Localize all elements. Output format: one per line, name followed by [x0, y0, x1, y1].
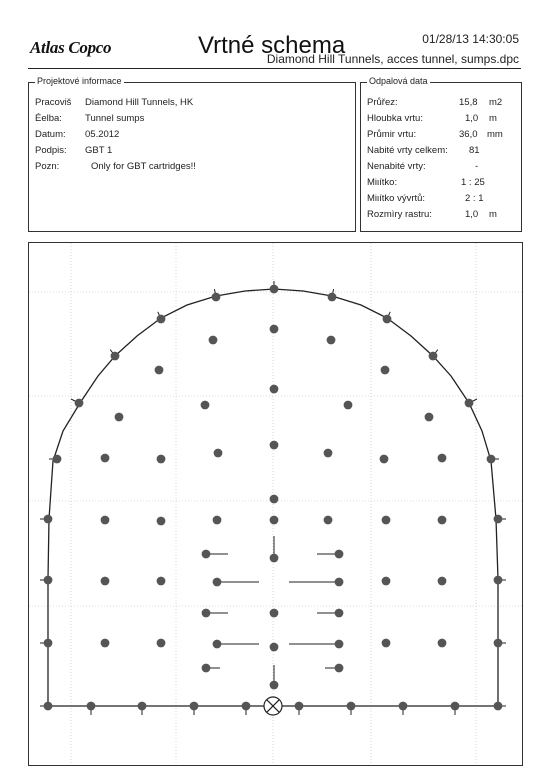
cut-hole — [270, 554, 279, 563]
blast-unit-depth: m — [489, 113, 497, 124]
blast-unit-diameter: mm — [487, 129, 503, 140]
contour-hole — [494, 702, 503, 711]
blast-data-legend: Odpalová data — [369, 76, 428, 86]
production-hole — [324, 516, 333, 525]
contour-hole — [111, 352, 120, 361]
floor-hole — [295, 702, 304, 711]
project-value-date: 05.2012 — [85, 129, 120, 140]
file-name: Diamond Hill Tunnels, acces tunnel, sumps.dpc — [266, 52, 519, 66]
production-hole — [382, 639, 391, 648]
project-label-workplace: Pracoviš — [35, 97, 72, 108]
production-hole — [209, 336, 218, 345]
production-hole — [270, 325, 279, 334]
production-hole — [270, 385, 279, 394]
production-hole — [115, 413, 124, 422]
project-value-signature: GBT 1 — [85, 145, 113, 156]
project-value-workplace: Diamond Hill Tunnels, HK — [85, 97, 194, 108]
production-hole — [157, 639, 166, 648]
production-hole — [425, 413, 434, 422]
blast-label-grid-size: Rozmìry rastru: — [367, 209, 432, 220]
production-hole — [270, 516, 279, 525]
blast-label-charged: Nabité vrty celkem: — [367, 145, 448, 156]
production-hole — [270, 609, 279, 618]
contour-hole — [75, 399, 84, 408]
blast-label-area: Průřez: — [367, 97, 398, 108]
cut-hole — [335, 664, 344, 673]
production-hole — [101, 639, 110, 648]
contour-hole — [494, 639, 503, 648]
contour-hole — [465, 399, 474, 408]
floor-hole — [399, 702, 408, 711]
page-title: Vrtné schema — [198, 32, 346, 59]
production-hole — [324, 449, 333, 458]
production-hole — [381, 366, 390, 375]
cut-hole — [335, 609, 344, 618]
contour-hole — [494, 576, 503, 585]
contour-hole — [53, 455, 62, 464]
blast-value-scale: 1 : 25 — [461, 177, 485, 188]
contour-hole — [494, 515, 503, 524]
production-hole — [270, 495, 279, 504]
floor-hole — [242, 702, 251, 711]
cut-hole — [202, 609, 211, 618]
project-value-note: Only for GBT cartridges!! — [91, 161, 196, 172]
blast-label-hole-scale: Miιítko vývrtů: — [367, 193, 426, 204]
cut-hole — [335, 640, 344, 649]
blast-value-uncharged: - — [475, 161, 479, 172]
production-hole — [438, 639, 447, 648]
blast-value-area: 15,8 — [459, 97, 478, 108]
contour-hole — [328, 293, 337, 302]
floor-hole — [451, 702, 460, 711]
production-hole — [157, 517, 166, 526]
floor-hole — [347, 702, 356, 711]
production-hole — [213, 516, 222, 525]
blast-value-hole-scale: 2 : 1 — [465, 193, 484, 204]
production-hole — [382, 516, 391, 525]
blast-data-panel — [360, 76, 522, 232]
project-label-target: Éelba: — [35, 113, 62, 124]
cut-hole — [335, 550, 344, 559]
atlas-copco-logo: Atlas Copco — [30, 38, 112, 57]
production-hole — [327, 336, 336, 345]
blast-label-diameter: Průmir vrtu: — [367, 129, 417, 140]
production-hole — [101, 454, 110, 463]
contour-hole — [487, 455, 496, 464]
contour-hole — [44, 702, 53, 711]
production-hole — [101, 577, 110, 586]
drilling-pattern-svg — [29, 243, 522, 765]
contour-hole — [212, 293, 221, 302]
production-hole — [438, 454, 447, 463]
header-divider — [28, 68, 521, 69]
contour-hole — [157, 315, 166, 324]
blast-unit-area: m2 — [489, 97, 503, 108]
print-datetime: 01/28/13 14:30:05 — [422, 32, 519, 46]
contour-hole — [270, 285, 279, 294]
blast-unit-grid-size: m — [489, 209, 497, 220]
blast-value-charged: 81 — [469, 145, 480, 156]
production-hole — [438, 577, 447, 586]
production-hole — [270, 441, 279, 450]
production-hole — [380, 455, 389, 464]
production-hole — [157, 455, 166, 464]
production-hole — [201, 401, 210, 410]
cut-hole — [213, 640, 222, 649]
production-hole — [157, 577, 166, 586]
production-hole — [214, 449, 223, 458]
floor-hole — [190, 702, 199, 711]
blast-label-scale: Miιítko: — [367, 177, 398, 188]
contour-hole — [429, 352, 438, 361]
drilling-pattern-drawing — [28, 242, 523, 766]
production-hole — [155, 366, 164, 375]
production-hole — [344, 401, 353, 410]
production-hole — [101, 516, 110, 525]
project-label-signature: Podpis: — [35, 145, 67, 156]
project-info-panel — [28, 76, 356, 232]
blast-value-diameter: 36,0 — [459, 129, 478, 140]
contour-hole — [44, 639, 53, 648]
project-value-target: Tunnel sumps — [85, 113, 145, 124]
blast-value-grid-size: 1,0 — [465, 209, 479, 220]
cut-hole — [202, 664, 211, 673]
cut-hole — [202, 550, 211, 559]
contour-hole — [383, 315, 392, 324]
blast-label-uncharged: Nenabité vrty: — [367, 161, 426, 172]
project-info-legend: Projektové informace — [37, 76, 122, 86]
floor-hole — [138, 702, 147, 711]
project-label-date: Datum: — [35, 129, 66, 140]
cut-hole — [270, 681, 279, 690]
project-label-note: Pozn: — [35, 161, 60, 172]
contour-hole — [44, 515, 53, 524]
production-hole — [270, 643, 279, 652]
floor-hole — [87, 702, 96, 711]
blast-label-depth: Hloubka vrtu: — [367, 113, 423, 124]
cut-hole — [213, 578, 222, 587]
blast-value-depth: 1,0 — [465, 113, 479, 124]
cut-hole — [335, 578, 344, 587]
contour-hole — [44, 576, 53, 585]
production-hole — [438, 516, 447, 525]
production-hole — [382, 577, 391, 586]
